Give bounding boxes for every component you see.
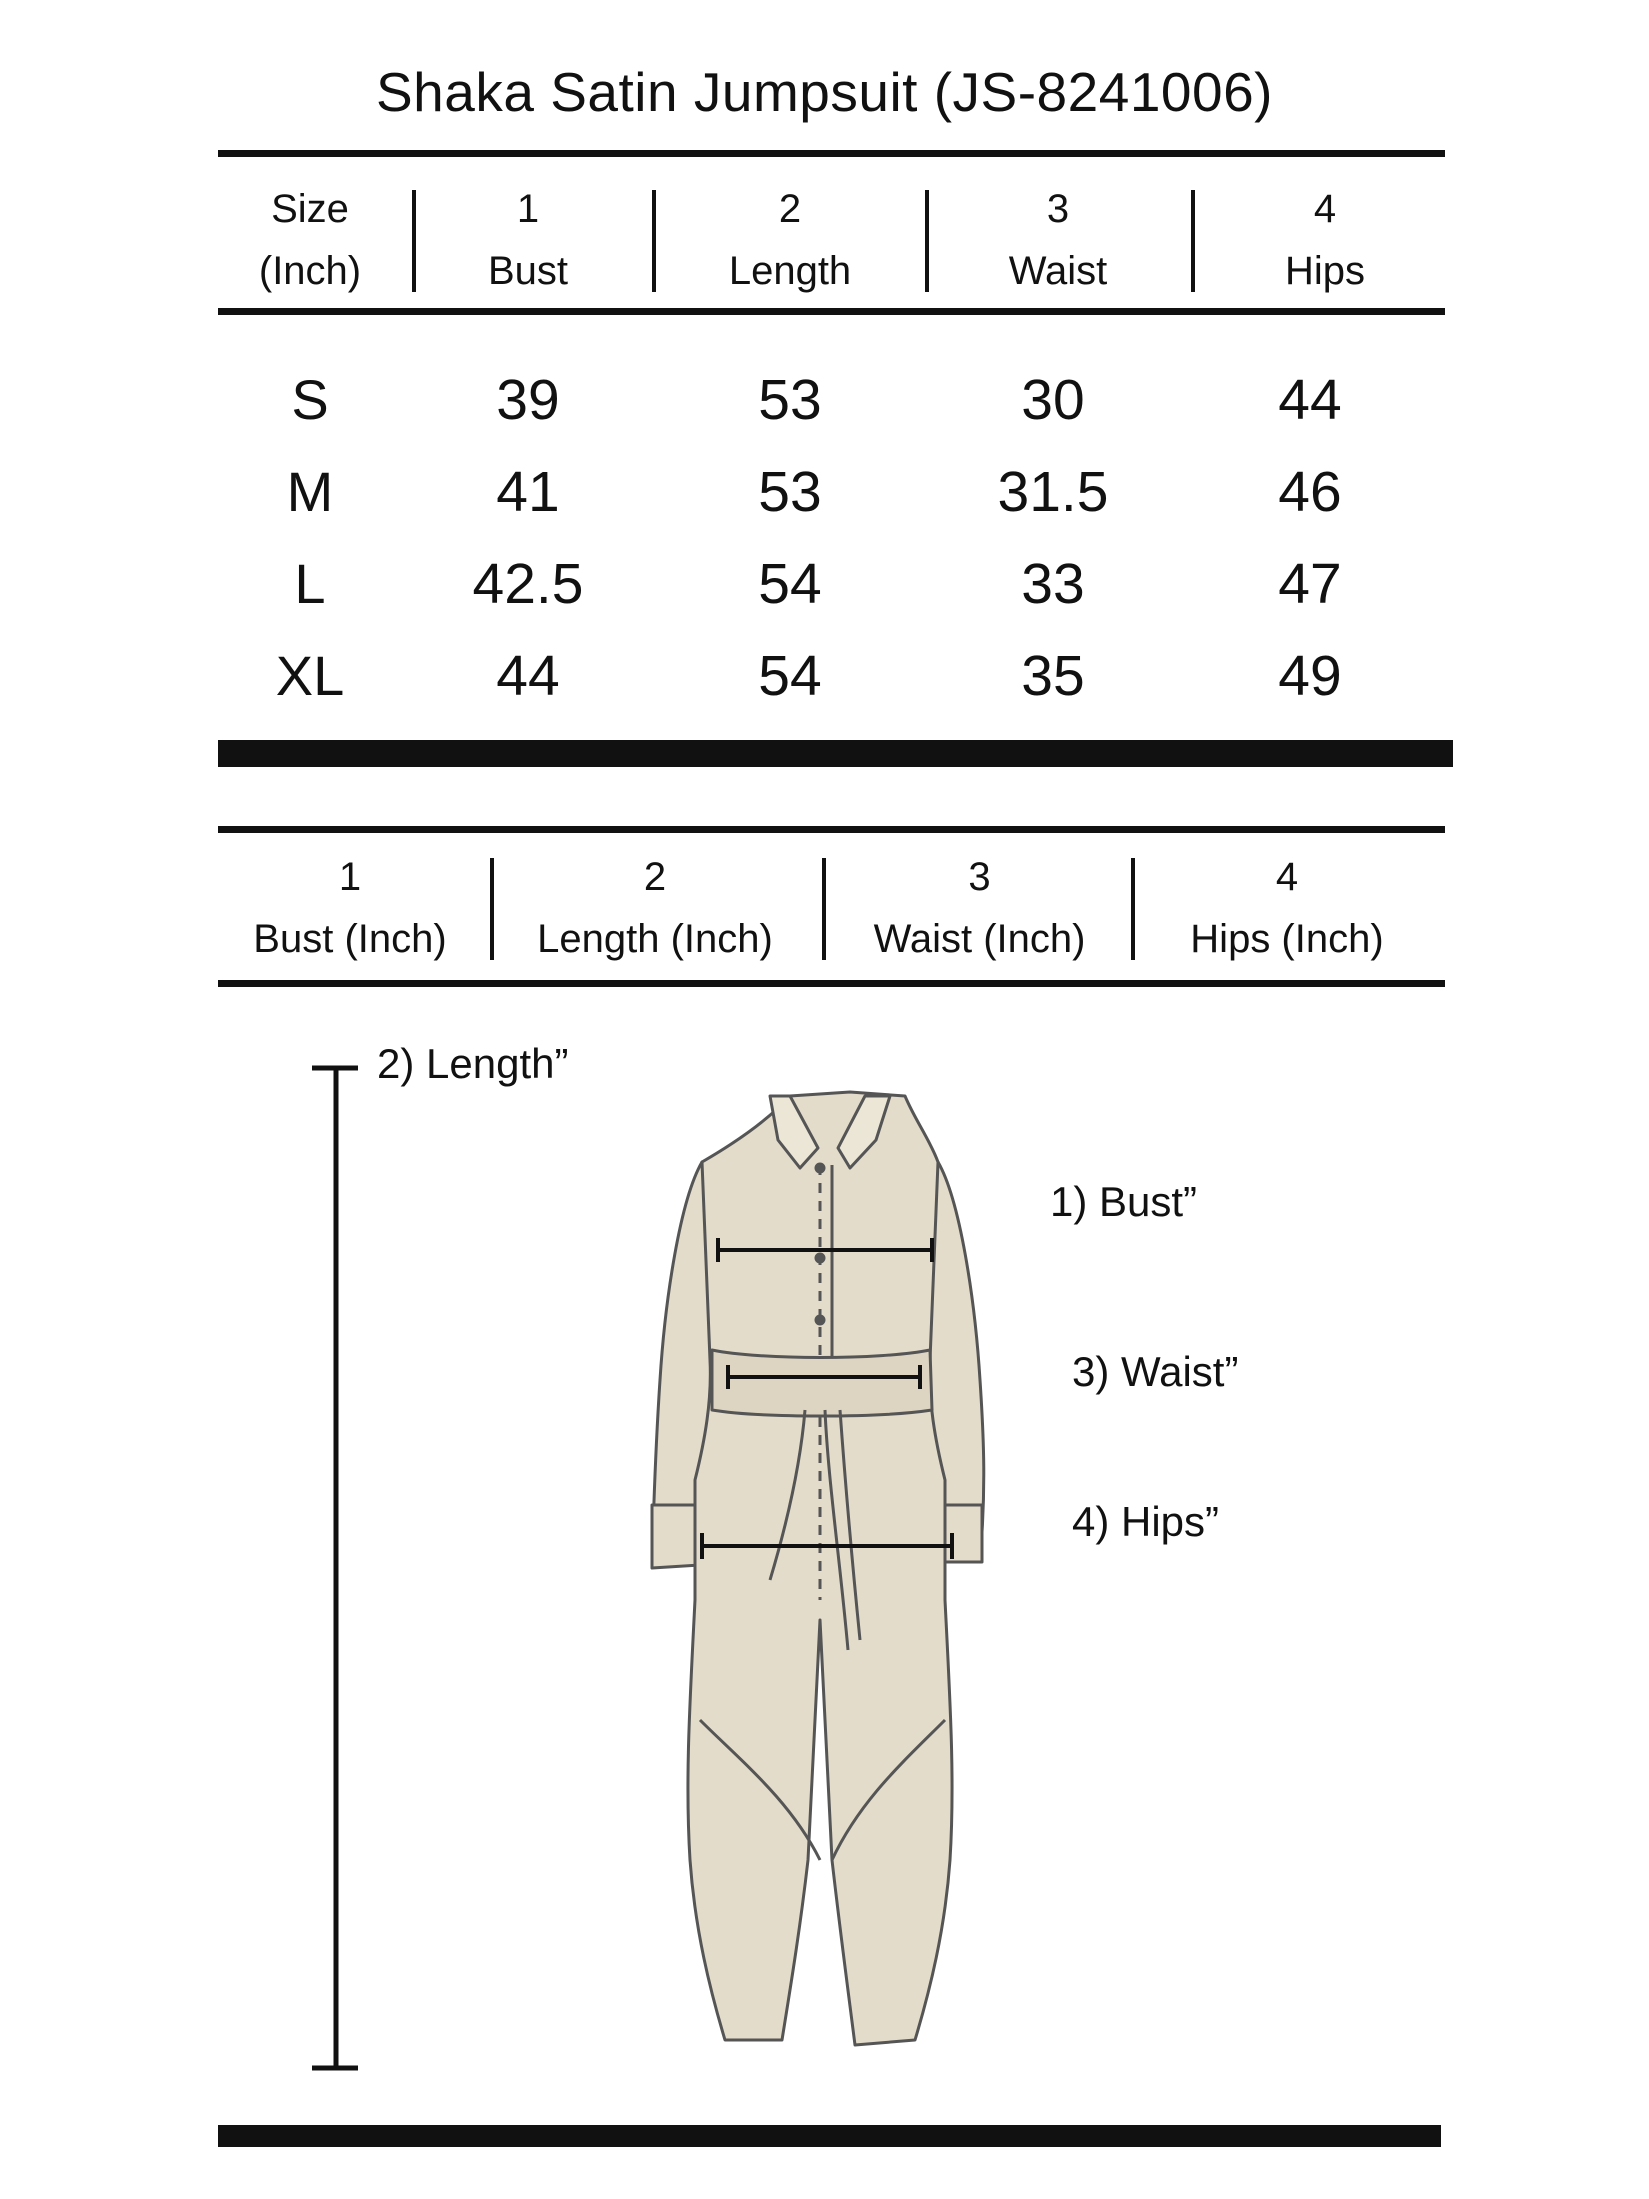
waist-cell: 31.5 [997, 460, 1109, 524]
table-row [0, 354, 1649, 446]
bust-label: 1) Bust” [1050, 1178, 1198, 1225]
table-row [0, 446, 1649, 538]
jumpsuit-illustration [652, 1092, 984, 2045]
bust-cell: 39 [496, 368, 560, 432]
size-cell: M [286, 460, 334, 523]
header-size-line2: (Inch) [258, 249, 362, 293]
length-label: 2) Length” [377, 1040, 569, 1087]
column-divider [1131, 858, 1135, 960]
hips-cell: 47 [1278, 552, 1342, 616]
header-waist [958, 178, 1158, 302]
header-hips-line1: 4 [1313, 187, 1337, 231]
column-divider [652, 190, 656, 292]
size-cell: S [291, 368, 329, 431]
page-title: Shaka Satin Jumpsuit (JS-8241006) [376, 61, 1273, 123]
hips-cell: 44 [1278, 368, 1342, 432]
page-bottom-rule [218, 2125, 1441, 2147]
header-waist-line1: 3 [1046, 187, 1070, 231]
key-bottom-rule [218, 980, 1445, 987]
key-header-hips [1152, 846, 1422, 970]
column-divider [412, 190, 416, 292]
header-length-line1: 2 [778, 187, 802, 231]
key-header-waist [842, 846, 1117, 970]
column-divider [822, 858, 826, 960]
size-cell: L [294, 552, 326, 615]
header-length [690, 178, 890, 302]
header-length-line2: Length [728, 249, 852, 293]
key-header-length [510, 846, 800, 970]
hips-cell: 46 [1278, 460, 1342, 524]
header-bust [428, 178, 628, 302]
waist-label: 3) Waist” [1072, 1348, 1239, 1395]
column-divider [925, 190, 929, 292]
table-bottom-rule [218, 740, 1453, 767]
column-divider [490, 858, 494, 960]
hips-label: 4) Hips” [1072, 1498, 1220, 1545]
key-top-rule [218, 826, 1445, 833]
key-length-line2: Length (Inch) [537, 917, 773, 961]
table-row [0, 630, 1649, 722]
bust-cell: 44 [496, 644, 560, 708]
table-row [0, 538, 1649, 630]
length-indicator [312, 1068, 358, 2068]
length-cell: 53 [758, 460, 822, 524]
key-header-bust [230, 846, 470, 970]
bust-cell: 41 [496, 460, 560, 524]
key-bust-line2: Bust (Inch) [253, 917, 447, 961]
hips-cell: 49 [1278, 644, 1342, 708]
key-waist-line2: Waist (Inch) [873, 917, 1086, 961]
bust-cell: 42.5 [472, 552, 584, 616]
header-size [210, 178, 410, 302]
key-waist-line1: 3 [968, 855, 991, 899]
key-bust-line1: 1 [338, 855, 362, 899]
size-cell: XL [275, 644, 345, 707]
key-length-line1: 2 [643, 855, 667, 899]
header-waist-line2: Waist [1008, 249, 1108, 293]
header-hips-line2: Hips [1284, 249, 1366, 293]
header-bottom-rule [218, 308, 1445, 315]
jumpsuit-diagram [0, 1010, 1649, 2110]
table-top-rule [218, 150, 1445, 157]
key-hips-line1: 4 [1275, 855, 1299, 899]
waist-cell: 33 [1021, 552, 1085, 616]
column-divider [1191, 190, 1195, 292]
length-cell: 53 [758, 368, 822, 432]
length-cell: 54 [758, 552, 822, 616]
key-hips-line2: Hips (Inch) [1190, 917, 1384, 961]
header-bust-line1: 1 [516, 187, 540, 231]
waist-cell: 35 [1021, 644, 1085, 708]
waist-cell: 30 [1021, 368, 1085, 432]
length-cell: 54 [758, 644, 822, 708]
header-hips [1225, 178, 1425, 302]
header-bust-line2: Bust [487, 249, 569, 293]
header-size-line1: Size [271, 187, 349, 231]
